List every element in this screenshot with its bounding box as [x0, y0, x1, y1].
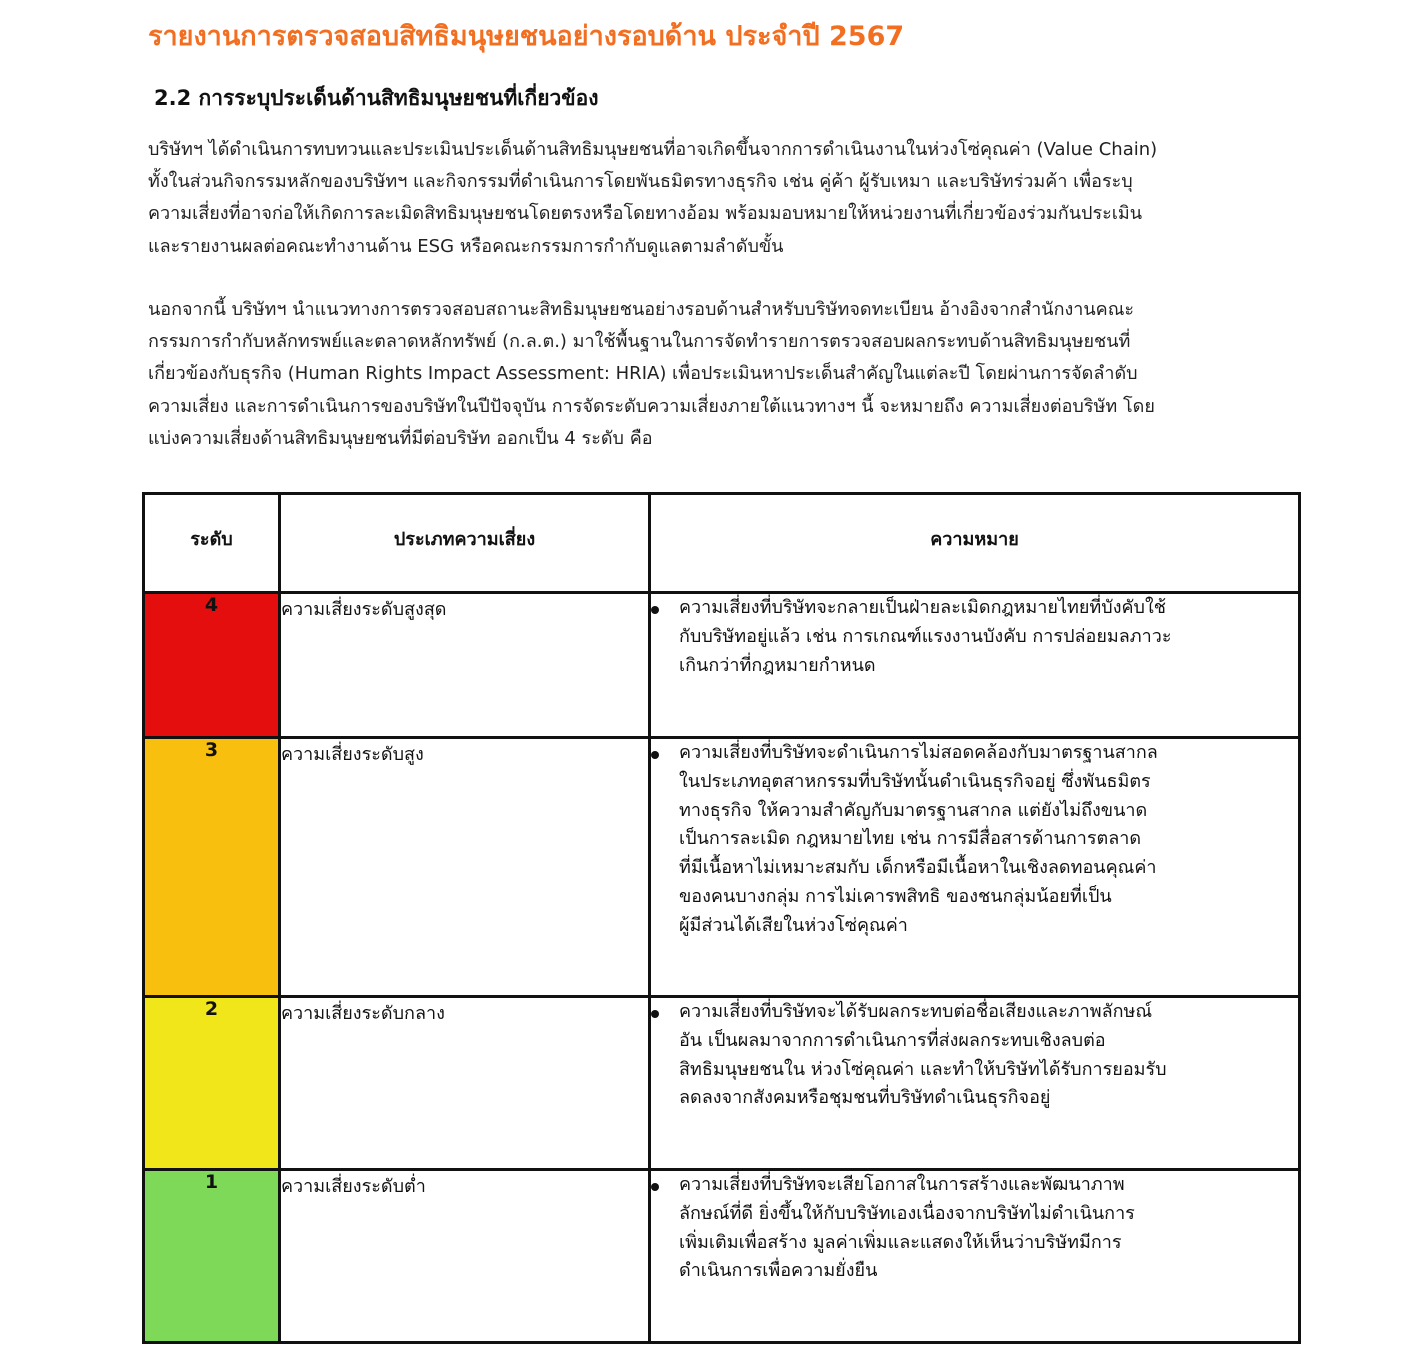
level-cell: 3: [144, 738, 280, 997]
meaning-line: ทางธุรกิจ ให้ความสำคัญกับมาตรฐานสากล แต่ยังไม่ถึงขนาด: [679, 799, 1148, 821]
table-row: [144, 738, 1300, 997]
bullet-icon: [651, 606, 659, 614]
meaning-line: ความเสี่ยงที่บริษัทจะดำเนินการไม่สอดคล้องกับมาตรฐานสากล: [679, 742, 1158, 763]
paragraph-line: ความเสี่ยงที่อาจก่อให้เกิดการละเมิดสิทธิมนุษยชนโดยตรงหรือโดยทางอ้อม พร้อมมอบหมายให้หน่วยงานที่เกี่ยวข้องร่วมกันประเมิน: [148, 203, 1143, 225]
risk-type-cell: ความเสี่ยงระดับสูง: [280, 738, 650, 997]
level-cell: 4: [144, 593, 280, 738]
section-heading: 2.2 การระบุประเด็นด้านสิทธิมนุษยชนที่เกี่ยวข้อง: [154, 86, 599, 110]
meaning-line: ที่มีเนื้อหาไม่เหมาะสมกับ เด็กหรือมีเนื้อหาในเชิงลดทอนคุณค่า: [679, 857, 1157, 879]
bullet-icon: [651, 1183, 659, 1191]
meaning-text: [679, 594, 1172, 680]
header-level: ระดับ: [144, 494, 280, 593]
level-cell: 1: [144, 1170, 280, 1343]
table-header-row: [144, 494, 1300, 593]
meaning-text: [679, 739, 1158, 941]
header-meaning: ความหมาย: [650, 494, 1300, 593]
meaning-line: เป็นการละเมิด กฎหมายไทย เช่น การมีสื่อสารด้านการตลาด: [679, 828, 1142, 850]
meaning-line: ของคนบางกลุ่ม การไม่เคารพสิทธิ ของชนกลุ่มน้อยที่เป็น: [679, 885, 1112, 907]
paragraph-line: ทั้งในส่วนกิจกรรมหลักของบริษัทฯ และกิจกรรมที่ดำเนินการโดยพันธมิตรทางธุรกิจ เช่น คู่ค้า ผู้รับเหมา และบริษัทร่วมค้า เพื่อระบุ: [148, 171, 1133, 193]
paragraph-line: นอกจากนี้ บริษัทฯ นำแนวทางการตรวจสอบสถานะสิทธิมนุษยชนอย่างรอบด้านสำหรับบริษัทจดทะเบียน อ้างอิงจากสำนักงานคณะ: [148, 299, 1135, 320]
meaning-line: เกินกว่าที่กฎหมายกำหนด: [679, 654, 876, 676]
paragraph-line: บริษัทฯ ได้ดำเนินการทบทวนและประเมินประเด็นด้านสิทธิมนุษยชนที่อาจเกิดขึ้นจากการดำเนินงานในห่วงโซ่คุณค่า (Value Chain): [148, 139, 1158, 160]
paragraph-line: แบ่งความเสี่ยงด้านสิทธิมนุษยชนที่มีต่อบริษัท ออกเป็น 4 ระดับ คือ: [148, 427, 653, 449]
meaning-text: [679, 1171, 1135, 1286]
header-risk-type: ประเภทความเสี่ยง: [280, 494, 650, 593]
paragraph-line: เกี่ยวข้องกับธุรกิจ (Human Rights Impact Assessment: HRIA) เพื่อประเมินหาประเด็นสำคัญในแต่ละปี โดยผ่านการจัดลำดับ: [148, 363, 1138, 385]
meaning-line: สิทธิมนุษยชนใน ห่วงโซ่คุณค่า และทำให้บริษัทได้รับการยอมรับ: [679, 1058, 1167, 1080]
paragraph-hria: [148, 294, 1298, 455]
bullet-item: [651, 1171, 1298, 1286]
paragraph-line: ความเสี่ยง และการดำเนินการของบริษัทในปีปัจจุบัน การจัดระดับความเสี่ยงภายใต้แนวทางฯ นี้ จะหมายถึง ความเสี่ยงต่อบริษัท โดย: [148, 395, 1155, 417]
risk-type-cell: ความเสี่ยงระดับกลาง: [280, 997, 650, 1170]
meaning-line: ผู้มีส่วนได้เสียในห่วงโซ่คุณค่า: [679, 914, 908, 936]
table-row: [144, 997, 1300, 1170]
bullet-item: [651, 594, 1298, 680]
bullet-icon: [651, 1010, 659, 1018]
meaning-line: เพิ่มเติมเพื่อสร้าง มูลค่าเพิ่มและแสดงให้เห็นว่าบริษัทมีการ: [679, 1231, 1122, 1253]
risk-type-cell: ความเสี่ยงระดับต่ำ: [280, 1170, 650, 1343]
table-row: [144, 593, 1300, 738]
bullet-icon: [651, 751, 659, 759]
meaning-line: ดำเนินการเพื่อความยั่งยืน: [679, 1260, 878, 1282]
bullet-item: [651, 998, 1298, 1113]
meaning-line: ในประเภทอุตสาหกรรมที่บริษัทนั้นดำเนินธุรกิจอยู่ ซึ่งพันธมิตร: [679, 770, 1151, 792]
meaning-line: อัน เป็นผลมาจากการดำเนินการที่ส่งผลกระทบเชิงลบต่อ: [679, 1029, 1106, 1051]
meaning-line: กับบริษัทอยู่แล้ว เช่น การเกณฑ์แรงงานบังคับ การปล่อยมลภาวะ: [679, 625, 1172, 647]
meaning-text: [679, 998, 1167, 1113]
meaning-line: ลักษณ์ที่ดี ยิ่งขึ้นให้กับบริษัทเองเนื่องจากบริษัทไม่ดำเนินการ: [679, 1202, 1135, 1224]
meaning-cell: [650, 997, 1300, 1170]
level-cell: 2: [144, 997, 280, 1170]
bullet-item: [651, 739, 1298, 941]
paragraph-intro: [148, 134, 1298, 263]
meaning-cell: [650, 1170, 1300, 1343]
meaning-line: ความเสี่ยงที่บริษัทจะเสียโอกาสในการสร้างและพัฒนาภาพ: [679, 1174, 1125, 1195]
meaning-line: ความเสี่ยงที่บริษัทจะได้รับผลกระทบต่อชื่อเสียงและภาพลักษณ์: [679, 1001, 1153, 1022]
paragraph-line: กรรมการกำกับหลักทรพย์และตลาดหลักทรัพย์ (ก.ล.ต.) มาใช้พื้นฐานในการจัดทำรายการตรวจสอบผลกระทบด้านสิทธิมนุษยชนที่: [148, 331, 1131, 353]
table-row: [144, 1170, 1300, 1343]
paragraph-line: และรายงานผลต่อคณะทำงานด้าน ESG หรือคณะกรรมการกำกับดูแลตามลำดับขั้น: [148, 235, 784, 257]
meaning-line: ลดลงจากสังคมหรือชุมชนที่บริษัทดำเนินธุรกิจอยู่: [679, 1087, 1051, 1109]
risk-level-table: [142, 492, 1301, 1344]
risk-type-cell: ความเสี่ยงระดับสูงสุด: [280, 593, 650, 738]
report-title: รายงานการตรวจสอบสิทธิมนุษยชนอย่างรอบด้าน ประจำปี 2567: [148, 21, 905, 52]
meaning-line: ความเสี่ยงที่บริษัทจะกลายเป็นฝ่ายละเมิดกฎหมายไทยที่บังคับใช้: [679, 597, 1166, 618]
meaning-cell: [650, 593, 1300, 738]
meaning-cell: [650, 738, 1300, 997]
